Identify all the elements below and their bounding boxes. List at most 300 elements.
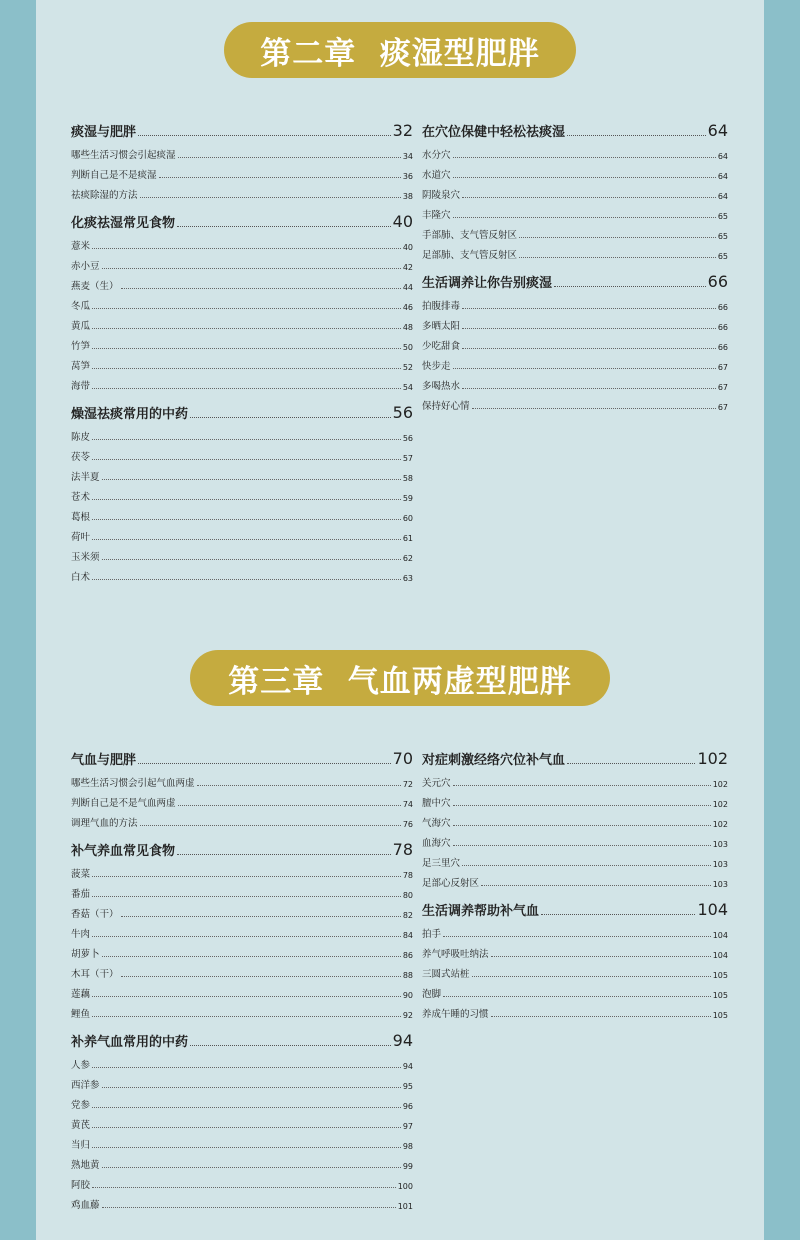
entry-label: 香菇（干） [71,909,119,920]
dot-leader [102,479,401,480]
entry-page-number: 61 [402,534,413,543]
toc-entry [71,161,413,181]
entry-page-number: 104 [712,931,728,940]
toc-entry [422,960,728,980]
toc-section [71,396,413,583]
toc-entry [71,980,413,1000]
dot-leader [178,157,401,158]
toc-entry [71,1071,413,1091]
entry-label: 拍腹排毒 [422,301,461,312]
section-title: 在穴位保健中轻松祛痰湿 [422,125,566,140]
section-page-number: 102 [697,749,728,768]
toc-section [422,265,728,412]
toc-entry [71,1151,413,1171]
entry-page-number: 60 [402,514,413,523]
section-title: 燥湿祛痰常用的中药 [71,407,189,422]
dot-leader [567,763,695,764]
toc-entry [71,1051,413,1071]
entry-page-number: 102 [712,820,728,829]
toc-entry [422,241,728,261]
entry-label: 泡脚 [422,989,442,1000]
entry-page-number: 94 [402,1062,413,1071]
toc-section-heading [422,893,728,919]
entry-label: 陈皮 [71,432,91,443]
entry-page-number: 65 [717,252,728,261]
entry-page-number: 103 [712,840,728,849]
dot-leader [453,845,711,846]
entry-label: 水道穴 [422,170,451,181]
toc-entry [71,372,413,392]
toc-entry [71,252,413,272]
entry-label: 薏米 [71,241,91,252]
section-page-number: 32 [392,121,413,140]
toc-entry [71,1191,413,1211]
entry-page-number: 62 [402,554,413,563]
dot-leader [453,177,716,178]
toc-entry [422,372,728,392]
entry-label: 茯苓 [71,452,91,463]
entry-label: 苍术 [71,492,91,503]
section-page-number: 40 [392,212,413,231]
dot-leader [197,785,401,786]
dot-leader [138,763,391,764]
toc-entry [422,312,728,332]
entry-page-number: 66 [717,323,728,332]
dot-leader [472,976,711,977]
entry-page-number: 46 [402,303,413,312]
entry-label: 党参 [71,1100,91,1111]
toc-section-heading [71,742,413,768]
entry-label: 膻中穴 [422,798,451,809]
toc-entry [71,543,413,563]
dot-leader [453,157,716,158]
toc-entry [71,141,413,161]
toc-entry [422,829,728,849]
chapter-3-banner: 第三章 气血两虚型肥胖 [190,650,610,706]
toc-section [71,1024,413,1211]
dot-leader [140,197,401,198]
toc-section-heading [71,1024,413,1050]
entry-label: 鲤鱼 [71,1009,91,1020]
entry-label: 人参 [71,1060,91,1071]
toc-entry [71,443,413,463]
entry-label: 熟地黄 [71,1160,100,1171]
dot-leader [102,1207,396,1208]
toc-entry [71,232,413,252]
dot-leader [138,135,391,136]
entry-label: 冬瓜 [71,301,91,312]
toc-entry [422,332,728,352]
section-page-number: 104 [697,900,728,919]
dot-leader [92,519,401,520]
entry-page-number: 65 [717,212,728,221]
toc-entry [71,809,413,829]
toc-entry [422,201,728,221]
entry-label: 哪些生活习惯会引起痰湿 [71,150,176,161]
dot-leader [519,237,716,238]
dot-leader [453,217,716,218]
dot-leader [453,368,716,369]
chapter-2-right-column [422,114,728,412]
dot-leader [92,388,401,389]
toc-entry [71,940,413,960]
dot-leader [92,368,401,369]
entry-page-number: 64 [717,152,728,161]
entry-label: 快步走 [422,361,451,372]
toc-entry [422,769,728,789]
dot-leader [472,408,716,409]
entry-label: 足部肺、支气管反射区 [422,250,518,261]
section-page-number: 56 [392,403,413,422]
entry-label: 关元穴 [422,778,451,789]
dot-leader [567,135,706,136]
dot-leader [92,308,401,309]
entry-label: 竹笋 [71,341,91,352]
toc-entry [71,880,413,900]
entry-label: 菠菜 [71,869,91,880]
entry-label: 赤小豆 [71,261,100,272]
section-page-number: 64 [707,121,728,140]
toc-entry [422,920,728,940]
toc-section [71,742,413,829]
toc-entry [422,869,728,889]
dot-leader [462,308,716,309]
toc-entry [71,292,413,312]
entry-page-number: 105 [712,991,728,1000]
toc-entry [71,900,413,920]
entry-page-number: 102 [712,800,728,809]
entry-label: 多晒太阳 [422,321,461,332]
toc-entry [422,292,728,312]
toc-entry [71,1131,413,1151]
toc-section-heading [71,396,413,422]
dot-leader [140,825,401,826]
entry-label: 少吃甜食 [422,341,461,352]
toc-section-heading [71,114,413,140]
entry-label: 葛根 [71,512,91,523]
dot-leader [177,226,391,227]
entry-page-number: 36 [402,172,413,181]
chapter-2-banner: 第二章 痰湿型肥胖 [224,22,576,78]
dot-leader [177,854,391,855]
dot-leader [462,865,711,866]
entry-page-number: 102 [712,780,728,789]
entry-page-number: 64 [717,172,728,181]
entry-page-number: 74 [402,800,413,809]
dot-leader [92,1187,396,1188]
section-title: 补气养血常见食物 [71,844,176,859]
entry-page-number: 105 [712,971,728,980]
entry-page-number: 98 [402,1142,413,1151]
entry-label: 养成午睡的习惯 [422,1009,489,1020]
entry-page-number: 82 [402,911,413,920]
dot-leader [92,499,401,500]
toc-entry [71,332,413,352]
dot-leader [443,996,711,997]
entry-label: 养气呼吸吐纳法 [422,949,489,960]
entry-page-number: 90 [402,991,413,1000]
toc-section-heading [422,265,728,291]
entry-page-number: 38 [402,192,413,201]
entry-page-number: 103 [712,880,728,889]
dot-leader [453,825,711,826]
dot-leader [92,579,401,580]
entry-label: 玉米须 [71,552,100,563]
entry-page-number: 103 [712,860,728,869]
entry-page-number: 78 [402,871,413,880]
dot-leader [92,996,401,997]
entry-page-number: 105 [712,1011,728,1020]
entry-label: 阿胶 [71,1180,91,1191]
section-page-number: 94 [392,1031,413,1050]
toc-entry [71,272,413,292]
dot-leader [92,896,401,897]
entry-page-number: 42 [402,263,413,272]
entry-page-number: 99 [402,1162,413,1171]
entry-label: 西洋参 [71,1080,100,1091]
toc-section [422,114,728,261]
dot-leader [92,439,401,440]
toc-entry [71,523,413,543]
dot-leader [92,1147,401,1148]
entry-page-number: 86 [402,951,413,960]
toc-entry [422,352,728,372]
toc-section-heading [71,833,413,859]
dot-leader [102,1087,401,1088]
entry-label: 莲藕 [71,989,91,1000]
entry-label: 法半夏 [71,472,100,483]
entry-label: 判断自己是不是痰湿 [71,170,157,181]
dot-leader [121,976,401,977]
entry-page-number: 58 [402,474,413,483]
dot-leader [92,1016,401,1017]
entry-label: 气海穴 [422,818,451,829]
entry-label: 血海穴 [422,838,451,849]
dot-leader [541,914,695,915]
dot-leader [92,248,401,249]
section-title: 痰湿与肥胖 [71,125,137,140]
dot-leader [121,288,401,289]
entry-page-number: 104 [712,951,728,960]
dot-leader [519,257,716,258]
dot-leader [443,936,711,937]
toc-section-heading [71,205,413,231]
toc-section-heading [422,742,728,768]
entry-label: 阴陵泉穴 [422,190,461,201]
toc-entry [71,1111,413,1131]
dot-leader [92,936,401,937]
section-page-number: 78 [392,840,413,859]
entry-label: 燕麦（生） [71,281,119,292]
dot-leader [92,1107,401,1108]
entry-label: 祛痰除湿的方法 [71,190,138,201]
entry-label: 海带 [71,381,91,392]
dot-leader [462,348,716,349]
entry-page-number: 101 [397,1202,413,1211]
entry-page-number: 63 [402,574,413,583]
entry-label: 拍手 [422,929,442,940]
entry-page-number: 50 [402,343,413,352]
dot-leader [462,197,716,198]
entry-page-number: 40 [402,243,413,252]
entry-label: 番茄 [71,889,91,900]
chapter-3-right-column [422,742,728,1020]
toc-section-heading [422,114,728,140]
dot-leader [92,348,401,349]
dot-leader [92,459,401,460]
section-title: 对症刺激经络穴位补气血 [422,753,566,768]
toc-entry [71,423,413,443]
entry-label: 黄芪 [71,1120,91,1131]
entry-page-number: 96 [402,1102,413,1111]
dot-leader [92,876,401,877]
entry-page-number: 56 [402,434,413,443]
toc-entry [71,181,413,201]
entry-label: 多喝热水 [422,381,461,392]
entry-page-number: 88 [402,971,413,980]
dot-leader [121,916,401,917]
dot-leader [190,417,391,418]
toc-entry [71,769,413,789]
entry-page-number: 44 [402,283,413,292]
entry-page-number: 92 [402,1011,413,1020]
entry-page-number: 97 [402,1122,413,1131]
entry-label: 三圆式站桩 [422,969,470,980]
toc-entry [71,563,413,583]
entry-label: 牛肉 [71,929,91,940]
toc-section [71,833,413,1020]
entry-page-number: 52 [402,363,413,372]
section-title: 补养气血常用的中药 [71,1035,189,1050]
toc-entry [71,1000,413,1020]
entry-label: 黄瓜 [71,321,91,332]
dot-leader [453,785,711,786]
entry-page-number: 84 [402,931,413,940]
entry-label: 足三里穴 [422,858,461,869]
chapter-3-left-column [71,742,413,1211]
toc-section [422,742,728,889]
toc-entry [422,940,728,960]
entry-page-number: 54 [402,383,413,392]
toc-entry [71,463,413,483]
dot-leader [92,539,401,540]
section-title: 气血与肥胖 [71,753,137,768]
entry-page-number: 59 [402,494,413,503]
entry-label: 手部肺、支气管反射区 [422,230,518,241]
toc-entry [422,141,728,161]
entry-page-number: 67 [717,403,728,412]
entry-label: 调理气血的方法 [71,818,138,829]
toc-section [422,893,728,1020]
entry-label: 胡萝卜 [71,949,100,960]
toc-entry [71,503,413,523]
entry-page-number: 95 [402,1082,413,1091]
toc-page [36,0,764,1240]
dot-leader [102,1167,401,1168]
toc-entry [71,483,413,503]
entry-page-number: 80 [402,891,413,900]
entry-label: 莴笋 [71,361,91,372]
entry-label: 丰隆穴 [422,210,451,221]
toc-entry [422,161,728,181]
entry-page-number: 72 [402,780,413,789]
toc-entry [422,849,728,869]
entry-page-number: 64 [717,192,728,201]
toc-entry [71,960,413,980]
dot-leader [491,956,711,957]
entry-label: 白术 [71,572,91,583]
chapter-2-left-column [71,114,413,583]
toc-entry [422,809,728,829]
dot-leader [462,328,716,329]
entry-label: 保持好心情 [422,401,470,412]
entry-label: 水分穴 [422,150,451,161]
entry-page-number: 34 [402,152,413,161]
toc-entry [71,1091,413,1111]
entry-page-number: 65 [717,232,728,241]
dot-leader [92,1127,401,1128]
toc-entry [71,1171,413,1191]
entry-page-number: 100 [397,1182,413,1191]
dot-leader [554,286,706,287]
entry-label: 荷叶 [71,532,91,543]
section-page-number: 70 [392,749,413,768]
toc-section [71,114,413,201]
entry-page-number: 66 [717,303,728,312]
dot-leader [491,1016,711,1017]
toc-entry [422,392,728,412]
entry-label: 足部心反射区 [422,878,480,889]
toc-entry [71,860,413,880]
dot-leader [102,559,401,560]
entry-label: 鸡血藤 [71,1200,100,1211]
entry-page-number: 76 [402,820,413,829]
section-title: 生活调养帮助补气血 [422,904,540,919]
entry-page-number: 66 [717,343,728,352]
dot-leader [92,1067,401,1068]
dot-leader [481,885,711,886]
toc-entry [422,181,728,201]
entry-label: 木耳（干） [71,969,119,980]
dot-leader [102,956,401,957]
dot-leader [102,268,401,269]
section-title: 生活调养让你告别痰湿 [422,276,553,291]
entry-page-number: 48 [402,323,413,332]
toc-entry [422,789,728,809]
section-title: 化痰祛湿常见食物 [71,216,176,231]
entry-page-number: 57 [402,454,413,463]
toc-entry [71,312,413,332]
dot-leader [159,177,401,178]
dot-leader [178,805,401,806]
toc-entry [422,980,728,1000]
toc-entry [71,352,413,372]
toc-entry [422,1000,728,1020]
entry-label: 判断自己是不是气血两虚 [71,798,176,809]
dot-leader [190,1045,391,1046]
section-page-number: 66 [707,272,728,291]
toc-section [71,205,413,392]
entry-label: 当归 [71,1140,91,1151]
toc-entry [422,221,728,241]
dot-leader [453,805,711,806]
entry-page-number: 67 [717,363,728,372]
toc-entry [71,920,413,940]
entry-page-number: 67 [717,383,728,392]
dot-leader [462,388,716,389]
toc-entry [71,789,413,809]
dot-leader [92,328,401,329]
